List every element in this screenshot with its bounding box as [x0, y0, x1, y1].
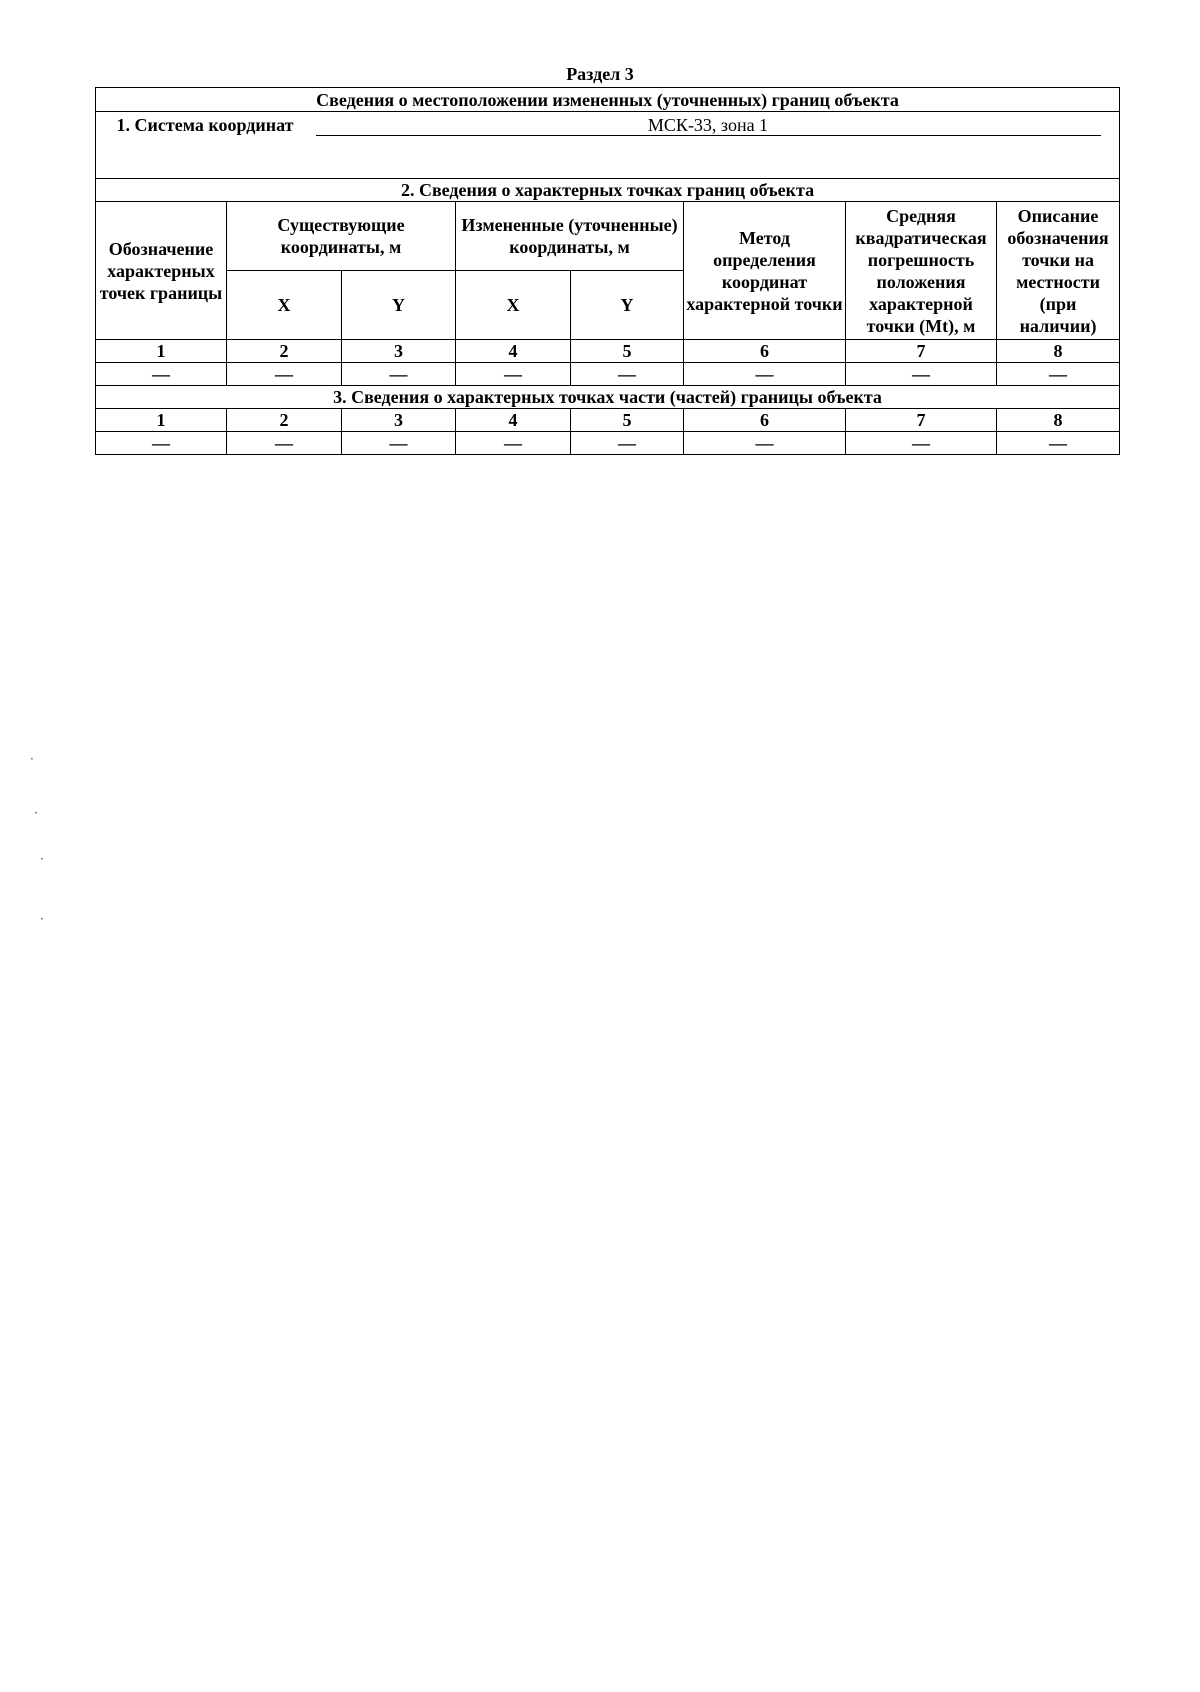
empty-cell: — [571, 363, 684, 386]
empty-cell: — [96, 432, 227, 455]
column-number: 3 [342, 409, 456, 432]
header-description: Описание обозначения точки на местности (при наличии) [997, 202, 1120, 340]
column-number: 1 [96, 340, 227, 363]
header-changed-x: X [456, 271, 571, 340]
empty-cell: — [456, 363, 571, 386]
empty-cell: — [227, 363, 342, 386]
main-title: Сведения о местоположении измененных (уточненных) границ объекта [96, 88, 1120, 112]
coord-system-label: 1. Система координат [116, 115, 294, 135]
column-number: 2 [227, 340, 342, 363]
scan-speck: · [34, 806, 38, 820]
section-title: Раздел 3 [566, 64, 634, 84]
column-number: 2 [227, 409, 342, 432]
empty-cell: — [684, 432, 846, 455]
column-number: 4 [456, 340, 571, 363]
column-number: 3 [342, 340, 456, 363]
column-numbers-row [96, 340, 1120, 363]
header-existing: Существующие координаты, м [227, 202, 456, 271]
empty-cell: — [456, 432, 571, 455]
empty-cell: — [846, 363, 997, 386]
parts-title: 3. Сведения о характерных точках части (частей) границы объекта [96, 386, 1120, 409]
header-designation: Обозначение характерных точек границы [96, 202, 227, 340]
header-changed-y: Y [571, 271, 684, 340]
parts-column-numbers-row [96, 409, 1120, 432]
column-number: 1 [96, 409, 227, 432]
empty-cell: — [571, 432, 684, 455]
scan-speck: · [40, 912, 44, 926]
table-row [96, 432, 1120, 455]
empty-cell: — [684, 363, 846, 386]
boundary-table [95, 87, 1120, 455]
points-title: 2. Сведения о характерных точках границ объекта [96, 179, 1120, 202]
coord-system-row [96, 112, 1120, 179]
header-method: Метод определения координат характерной точки [684, 202, 846, 340]
column-number: 5 [571, 409, 684, 432]
column-number: 4 [456, 409, 571, 432]
empty-cell: — [96, 363, 227, 386]
empty-cell: — [997, 363, 1120, 386]
scan-speck: · [40, 852, 44, 866]
header-existing-x: X [227, 271, 342, 340]
empty-cell: — [342, 432, 456, 455]
empty-cell: — [227, 432, 342, 455]
table-row [96, 363, 1120, 386]
coord-system-value: МСК-33, зона 1 [316, 115, 1101, 136]
column-number: 6 [684, 409, 846, 432]
header-changed: Измененные (уточненные) координаты, м [456, 202, 684, 271]
empty-cell: — [846, 432, 997, 455]
column-number: 6 [684, 340, 846, 363]
header-existing-y: Y [342, 271, 456, 340]
column-number: 8 [997, 409, 1120, 432]
empty-cell: — [342, 363, 456, 386]
column-number: 8 [997, 340, 1120, 363]
header-error: Средняя квадратическая погрешность положения характерной точки (Mt), м [846, 202, 997, 340]
column-number: 7 [846, 409, 997, 432]
column-number: 5 [571, 340, 684, 363]
empty-cell: — [997, 432, 1120, 455]
scan-speck: · [30, 752, 34, 766]
column-number: 7 [846, 340, 997, 363]
